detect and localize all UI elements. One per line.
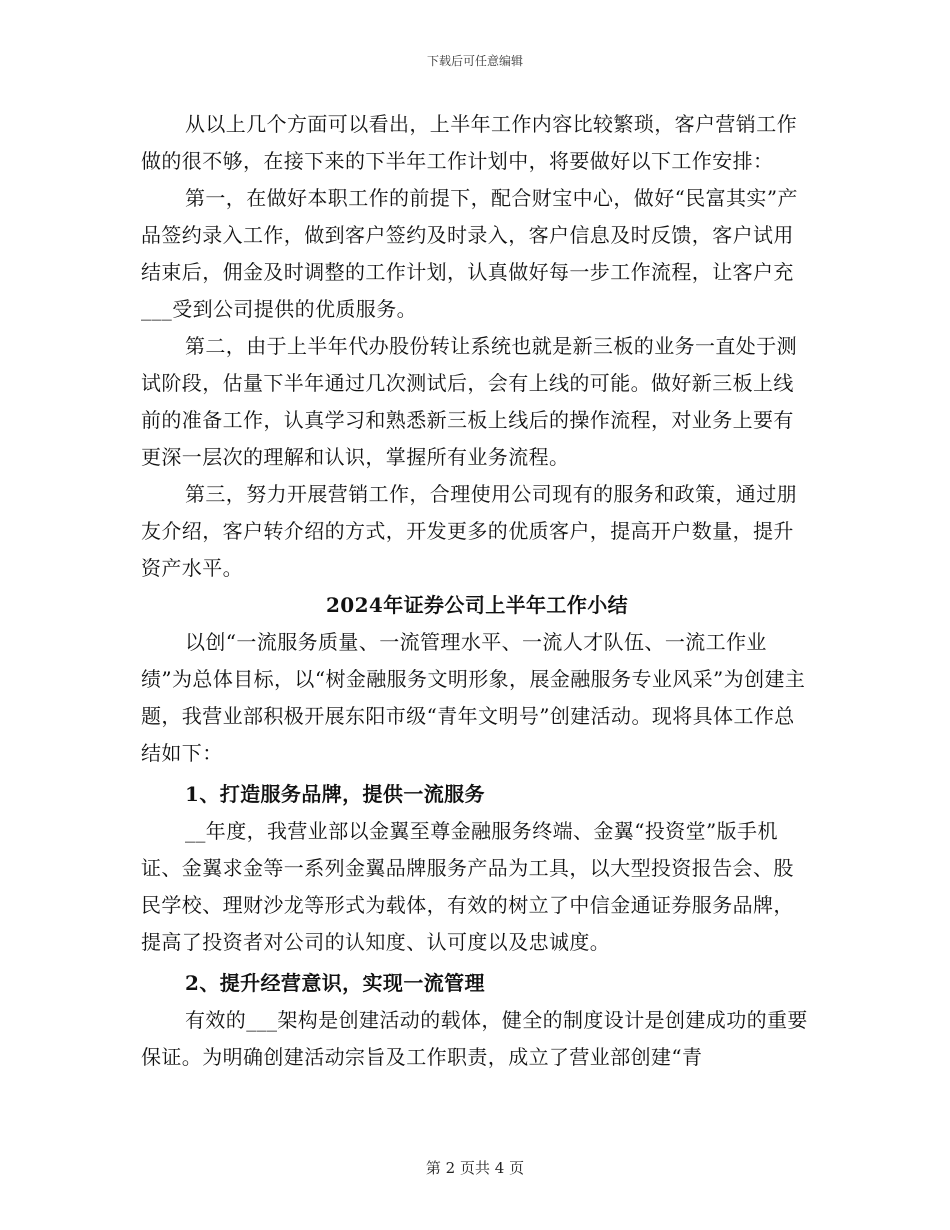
paragraph: 第二，由于上半年代办股份转让系统也就是新三板的业务一直处于测试阶段，估量下半年通过几次测试后，会有上线的可能。做好新三板上线前的准备工作，认真学习和熟悉新三板上线后的操作流程，对业务上要有更深一层次的理解和认识，掌握所有业务流程。 <box>141 334 797 469</box>
paragraph: __年度，我营业部以金翼至尊金融服务终端、金翼“投资堂”版手机证、金翼求金等一系列金翼品牌服务产品为工具，以大型投资报告会、股民学校、理财沙龙等形式为载体，有效的树立了中信金通证券服务品牌，提高了投资者对公司的认知度、认可度以及忠诚度。 <box>141 819 794 954</box>
paragraph: 有效的___架构是创建活动的载体，健全的制度设计是创建成功的重要保证。为明确创建活动宗旨及工作职责，成立了营业部创建“青 <box>141 1008 808 1069</box>
paragraph: 第三，努力开展营销工作，合理使用公司现有的服务和政策，通过朋友介绍，客户转介绍的方式，开发更多的优质客户，提高开户数量，提升资产水平。 <box>141 482 797 580</box>
paragraph: 以创“一流服务质量、一流管理水平、一流人才队伍、一流工作业绩”为总体目标，以“树金融服务文明形象，展金融服务专业风采”为创建主题，我营业部积极开展东阳市级“青年文明号”创建活动。现将具体工作总结如下： <box>141 630 806 765</box>
page-footer: 第 2 页共 4 页 <box>425 1159 525 1177</box>
document-body <box>141 106 813 1076</box>
section-heading: 1、打造服务品牌，提供一流服务 <box>185 782 485 806</box>
document-title: 2024年证券公司上半年工作小结 <box>325 593 629 617</box>
section-heading: 2、提升经营意识，实现一流管理 <box>185 971 485 995</box>
paragraph: 从以上几个方面可以看出，上半年工作内容比较繁琐，客户营销工作做的很不够，在接下来的下半年工作计划中，将要做好以下工作安排： <box>141 112 797 173</box>
page-header: 下载后可任意编辑 <box>426 54 523 68</box>
paragraph: 第一，在做好本职工作的前提下，配合财宝中心，做好“民富其实”产品签约录入工作，做到客户签约及时录入，客户信息及时反馈，客户试用结束后，佣金及时调整的工作计划，认真做好每一步工作流程，让客户充___受到公司提供的优质服务。 <box>141 186 798 321</box>
